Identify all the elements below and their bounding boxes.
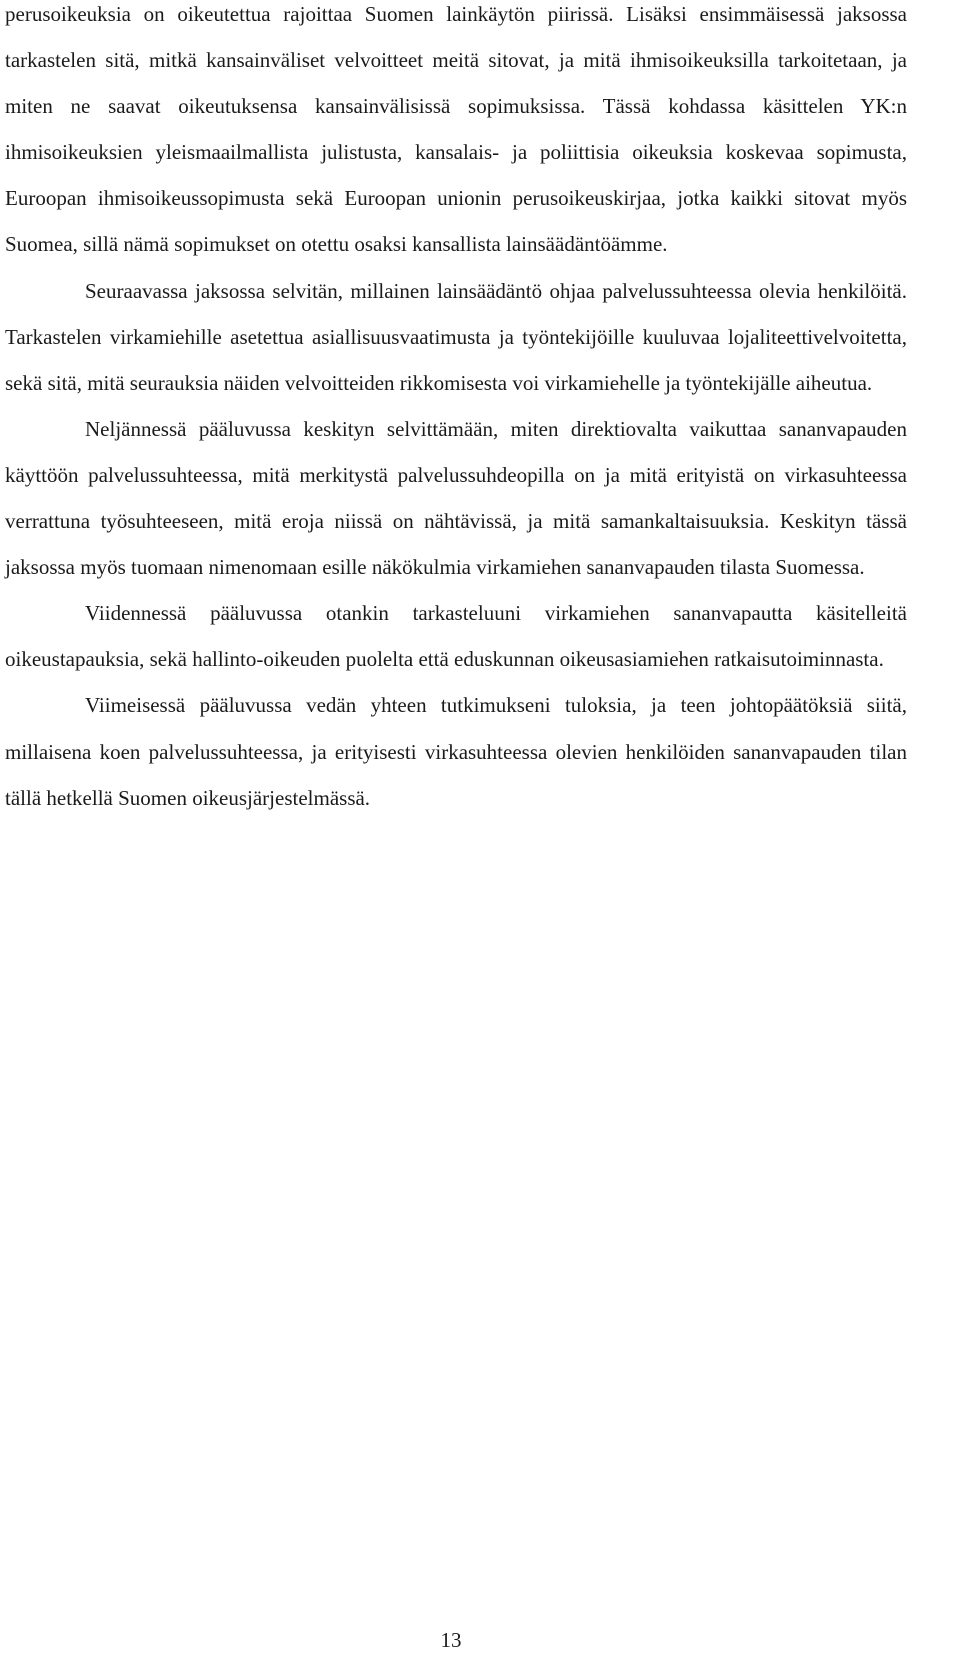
paragraph-next-section: Seuraavassa jaksossa selvitän, millainen lainsäädäntö ohjaa palvelussuhteessa olevia henkilöitä. Tarkastelen virkamiehille asetettua asiallisuusvaatimusta ja työntekijöille kuuluvaa lojaliteettivelvoitetta, sekä sitä, mitä seurauksia näiden velvoitteiden rikkomisesta voi virkamiehelle ja työntekijälle aiheutua. [5,278,907,395]
paragraph-intro-continued: perusoikeuksia on oikeutettua rajoittaa Suomen lainkäytön piirissä. Lisäksi ensimmäisessä jaksossa tarkastelen sitä, mitkä kansainväliset velvoitteet meitä sitovat, ja mitä ihmisoikeuksilla tarkoitetaan, ja miten ne saavat oikeutuksensa kansainvälisissä sopimuksissa. Tässä kohdassa käsittelen YK:n ihmisoikeuksien yleismaailmallista julistusta, kansalais- ja poliittisia oikeuksia koskevaa sopimusta, Euroopan ihmisoikeussopimusta sekä Euroopan unionin perusoikeuskirjaa, jotka kaikki sitovat myös Suomea, sillä nämä sopimukset on otettu osaksi kansallista lainsäädäntöämme. [5,2,907,257]
paragraph-final-chapter: Viimeisessä pääluvussa vedän yhteen tutkimukseni tuloksia, ja teen johtopäätöksiä siitä, millaisena koen palvelussuhteessa, ja erityisesti virkasuhteessa olevien henkilöiden sananvapauden tilan tällä hetkellä Suomen oikeusjärjestelmässä. [5,693,907,810]
document-page [5,0,907,821]
paragraph-chapter-four: Neljännessä pääluvussa keskityn selvittämään, miten direktiovalta vaikuttaa sananvapauden käyttöön palvelussuhteessa, mitä merkitystä palvelussuhdeopilla on ja mitä erityistä on virkasuhteessa verrattuna työsuhteeseen, mitä eroja niissä on nähtävissä, ja mitä samankaltaisuuksia. Keskityn tässä jaksossa myös tuomaan nimenomaan esille näkökulmia virkamiehen sananvapauden tilasta Suomessa. [5,416,907,580]
page-number: 13 [440,1628,462,1652]
paragraph-chapter-five: Viidennessä pääluvussa otankin tarkasteluuni virkamiehen sananvapautta käsitelleitä oikeustapauksia, sekä hallinto-oikeuden puolelta että eduskunnan oikeusasiamiehen ratkaisutoiminnasta. [5,601,907,672]
